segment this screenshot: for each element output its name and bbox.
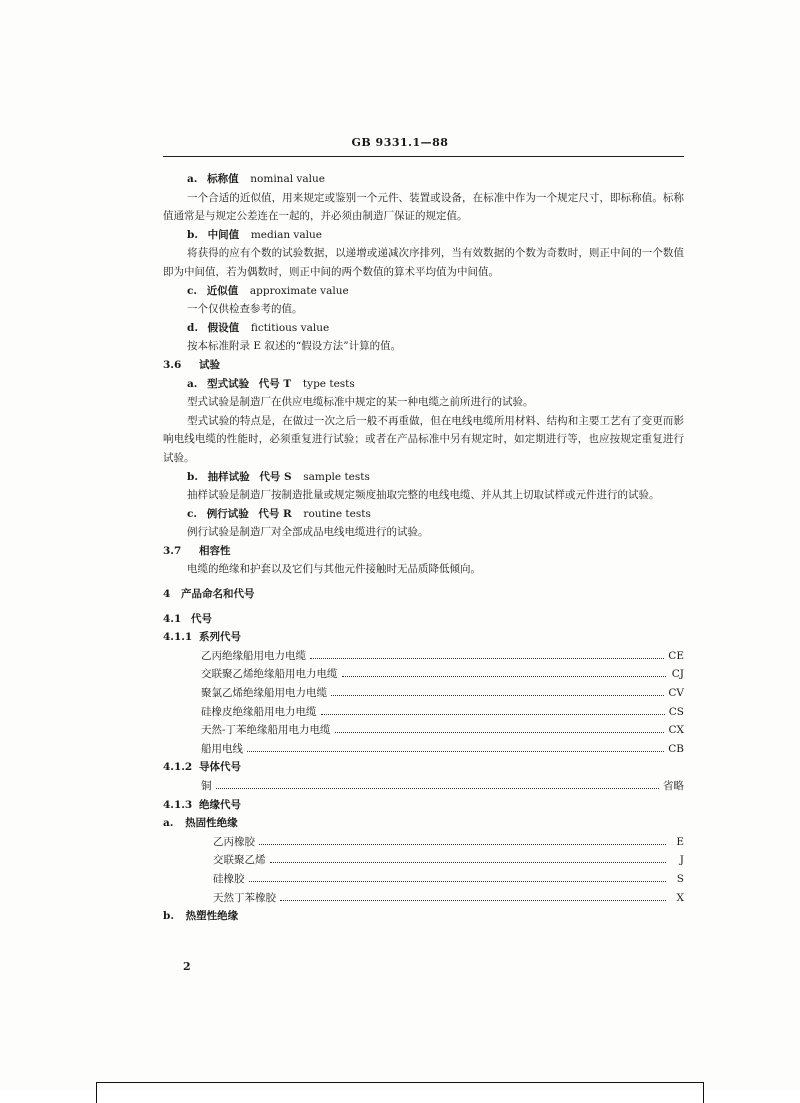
item-code: 省略 — [663, 780, 684, 792]
leader-dots — [280, 889, 666, 901]
item-label: 天然丁苯橡胶 — [213, 891, 276, 904]
term-approximate-value — [163, 282, 684, 301]
term-label: b. — [187, 470, 198, 483]
section-title: 导体代号 — [199, 761, 241, 774]
section-number: 4.1 — [163, 612, 182, 625]
item-code: X — [676, 891, 684, 904]
section-4-heading — [163, 585, 684, 604]
section-4-1-1-heading — [163, 628, 684, 647]
item-label: 聚氯乙烯绝缘船用电力电缆 — [201, 687, 327, 700]
item-code: CX — [668, 724, 684, 737]
item-code: CB — [668, 742, 684, 755]
term-zh: 型式试验 — [207, 377, 250, 390]
term-label: b. — [187, 228, 198, 241]
section-4-1-heading — [163, 610, 684, 629]
term-zh: 近似值 — [206, 284, 239, 297]
term-label: c. — [187, 284, 198, 297]
term-label: d. — [187, 321, 198, 334]
page-number: 2 — [183, 960, 191, 973]
term-type-tests — [163, 375, 684, 394]
section-number: 4.1.2 — [163, 761, 193, 774]
term-zh: 假设值 — [207, 321, 240, 334]
item-code: J — [679, 854, 684, 867]
term-sample-tests — [163, 468, 684, 487]
term-routine-tests — [163, 505, 684, 524]
term-code: 代号 R — [258, 507, 292, 520]
section-4-1-2-heading — [163, 758, 684, 777]
item-label: 铜 — [201, 780, 212, 792]
section-title: 试验 — [199, 358, 220, 371]
definition-type-tests-2: 型式试验的特点是，在做过一次之后一般不再重做，但在电线电缆所用材料、结构和主要工艺有了变更而影响电线电缆的性能时，必须重复进行试验；或者在产品标准中另有规定时，如定期进行等，也应按规定重复进行试验。 — [163, 414, 684, 464]
item-label: 天然-丁苯绝缘船用电力电缆 — [201, 724, 331, 737]
item-label: 交联聚乙烯 — [213, 854, 266, 867]
item-label: 交联聚乙烯绝缘船用电力电缆 — [201, 668, 338, 681]
list-item — [201, 740, 684, 759]
section-4-1-3-heading — [163, 796, 684, 815]
term-zh: 标称值 — [207, 173, 239, 185]
item-code: E — [676, 835, 684, 848]
leader-dots — [321, 703, 665, 715]
term-en: type tests — [302, 377, 355, 390]
term-en: approximate value — [249, 284, 349, 297]
item-label: 船用电线 — [201, 742, 243, 755]
sub-label: b. — [163, 910, 174, 923]
item-label: 乙丙橡胶 — [213, 835, 255, 848]
list-item — [213, 833, 684, 852]
term-label: a. — [187, 173, 198, 185]
item-label: 乙丙绝缘船用电力电缆 — [201, 649, 306, 662]
leader-dots — [335, 721, 665, 733]
term-en: nominal value — [250, 173, 325, 185]
term-zh: 例行试验 — [206, 507, 249, 520]
term-code: 代号 S — [259, 470, 292, 483]
item-label: 硅橡胶 — [213, 872, 245, 885]
term-fictitious-value — [163, 319, 684, 338]
standard-number-header: GB 9331.1—88 — [351, 136, 449, 149]
section-title: 绝缘代号 — [199, 798, 241, 811]
leader-dots — [216, 777, 660, 789]
section-3-6-heading — [163, 356, 684, 375]
definition-routine-tests: 例行试验是制造厂对全部成品电线电缆进行的试验。 — [187, 526, 429, 539]
item-code: S — [676, 872, 684, 885]
list-item — [213, 870, 684, 889]
conductor-code-list — [163, 777, 684, 796]
definition-type-tests-1: 型式试验是制造厂在供应电缆标准中规定的某一种电缆之前所进行的试验。 — [187, 396, 534, 409]
term-label: c. — [187, 507, 198, 520]
leader-dots — [270, 851, 667, 863]
list-item — [201, 665, 684, 684]
leader-dots — [259, 833, 666, 845]
list-item — [201, 777, 684, 796]
leader-dots — [310, 647, 664, 659]
leader-dots — [249, 870, 667, 882]
list-item — [213, 889, 684, 908]
leader-dots — [331, 684, 664, 696]
header-rule — [163, 156, 684, 157]
section-title: 系列代号 — [199, 631, 241, 644]
sub-title: 热固性绝缘 — [185, 817, 238, 830]
insulation-sub-a-heading — [163, 814, 684, 833]
sub-title: 热塑性绝缘 — [185, 910, 239, 923]
section-3-7-body: 电缆的绝缘和护套以及它们与其他元件接触时无品质降低倾向。 — [187, 563, 481, 576]
list-item — [201, 684, 684, 703]
section-number: 4 — [163, 588, 171, 601]
section-title: 相容性 — [199, 544, 231, 557]
term-label: a. — [187, 377, 198, 390]
item-code: CV — [668, 687, 684, 700]
leader-dots — [247, 740, 664, 752]
list-item — [201, 647, 684, 666]
section-number: 4.1.3 — [163, 798, 193, 811]
section-number: 3.6 — [163, 358, 182, 371]
item-code: CE — [668, 649, 684, 662]
term-en: median value — [250, 228, 322, 241]
insulation-sub-b-heading — [163, 907, 684, 926]
definition-median-value: 将获得的应有个数的试验数据，以递增或递减次序排列，当有效数据的个数为奇数时，则正中间的一个数值即为中间值，若为偶数时，则正中间的两个数值的算术平均值为中间值。 — [163, 247, 684, 278]
section-number: 3.7 — [163, 544, 182, 557]
list-item — [201, 721, 684, 740]
term-code: 代号 T — [258, 377, 292, 390]
term-median-value — [163, 226, 684, 245]
item-code: CJ — [671, 668, 684, 681]
term-en: sample tests — [303, 470, 370, 483]
term-zh: 中间值 — [207, 228, 240, 241]
term-nominal-value — [163, 170, 684, 189]
term-zh: 抽样试验 — [207, 470, 250, 483]
section-number: 4.1.1 — [163, 631, 193, 644]
definition-nominal-value: 一个合适的近似值，用来规定或鉴别一个元件、装置或设备，在标准中作为一个规定尺寸，即标称值。标称值通常是与规定公差连在一起的，并必须由制造厂保证的规定值。 — [163, 191, 684, 223]
term-en: fictitious value — [250, 321, 330, 334]
thermoset-insulation-list — [163, 833, 684, 907]
section-title: 产品命名和代号 — [181, 588, 255, 601]
definition-fictitious-value: 按本标准附录 E 叙述的“假设方法”计算的值。 — [187, 340, 402, 353]
list-item — [213, 851, 684, 870]
item-code: CS — [668, 705, 684, 718]
item-label: 硅橡皮绝缘船用电力电缆 — [201, 705, 317, 718]
section-3-7-heading — [163, 542, 684, 561]
term-en: routine tests — [303, 507, 371, 520]
list-item — [201, 703, 684, 722]
definition-approximate-value: 一个仅供检查参考的值。 — [187, 303, 303, 316]
section-title: 代号 — [191, 612, 212, 625]
leader-dots — [342, 665, 667, 677]
next-page-frame — [96, 1082, 704, 1103]
document-body — [163, 170, 684, 926]
series-code-list — [163, 647, 684, 759]
definition-sample-tests: 抽样试验是制造厂按制造批量或规定频度抽取完整的电线电缆、并从其上切取试样或元件进行的试验。 — [187, 489, 660, 502]
sub-label: a. — [163, 817, 174, 830]
